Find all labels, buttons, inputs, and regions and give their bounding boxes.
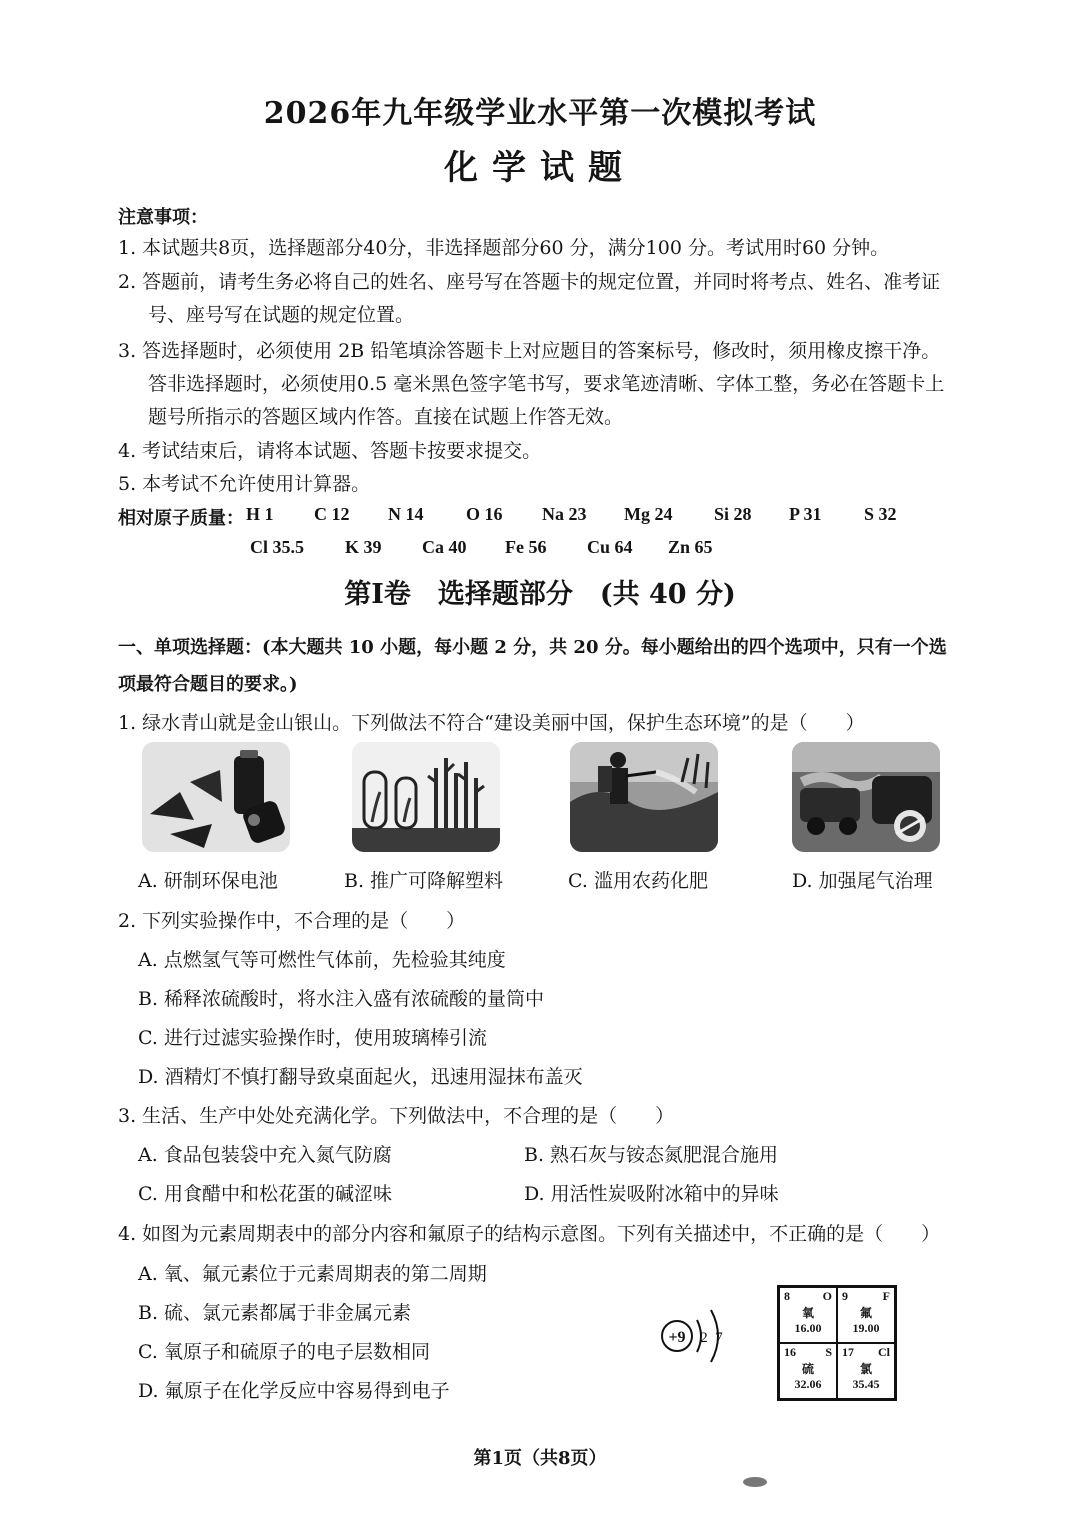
page-footer: 第1页（共8页） [473, 1448, 607, 1469]
question-4-stem: 4. 如图为元素周期表中的部分内容和氟原子的结构示意图。下列有关描述中，不正确的是（ ） [118, 1223, 941, 1245]
atomic-mass-label: 相对原子质量： [118, 508, 244, 529]
atomic-mass: H 1 [246, 504, 274, 524]
notice-line: 2. 答题前，请考生务必将自己的姓名、座号写在答题卡的规定位置，并同时将考点、姓名、准考证 [118, 271, 941, 293]
atomic-mass: K 39 [345, 537, 382, 557]
section-title: 第Ⅰ卷 选择题部分 (共 40 分) [344, 579, 736, 610]
ink-smudge-icon [740, 1474, 770, 1490]
atomic-mass: Zn 65 [668, 537, 713, 557]
notice-line: 答非选择题时，必须使用0.5 毫米黑色签字笔书写，要求笔迹清晰、字体工整，务必在答题卡上 [148, 373, 945, 395]
question-1-option-b: B. 推广可降解塑料 [344, 870, 504, 892]
atomic-mass: Cu 64 [587, 537, 633, 557]
element-cell-chlorine: 17 Cl 氯 35.45 [837, 1343, 895, 1399]
atom-nucleus-charge: +9 [668, 1329, 686, 1346]
question-4-option-b: B. 硫、氯元素都属于非金属元素 [138, 1302, 412, 1324]
notice-line: 5. 本考试不允许使用计算器。 [118, 473, 371, 495]
question-3-stem: 3. 生活、生产中处处充满化学。下列做法中，不合理的是（ ） [118, 1105, 675, 1127]
atom-shell-1-electrons: 2 [700, 1330, 708, 1346]
atomic-mass: Na 23 [542, 504, 587, 524]
question-3-option-d: D. 用活性炭吸附冰箱中的异味 [524, 1183, 779, 1205]
element-cell-fluorine: 9 F 氟 19.00 [837, 1287, 895, 1343]
degradable-plastic-image [352, 742, 500, 852]
element-cell-oxygen: 8 O 氧 16.00 [779, 1287, 837, 1343]
notice-line: 题号所指示的答题区域内作答。直接在试题上作答无效。 [148, 406, 624, 428]
atomic-mass: Ca 40 [422, 537, 467, 557]
fluorine-atom-diagram [655, 1296, 735, 1376]
question-2-option-c: C. 进行过滤实验操作时，使用玻璃棒引流 [138, 1027, 487, 1049]
exhaust-treatment-image [792, 742, 940, 852]
part-heading: 一、单项选择题：(本大题共 10 小题，每小题 2 分，共 20 分。每小题给出的四个选项中，只有一个选 [118, 637, 947, 658]
question-1-option-d: D. 加强尾气治理 [792, 870, 933, 892]
periodic-table-fragment [777, 1285, 897, 1401]
question-1-stem: 1. 绿水青山就是金山银山。下列做法不符合“建设美丽中国，保护生态环境”的是（ ） [118, 712, 865, 734]
question-3-option-c: C. 用食醋中和松花蛋的碱涩味 [138, 1183, 392, 1205]
atom-shell-2-electrons: 7 [715, 1330, 723, 1346]
question-4-option-a: A. 氧、氟元素位于元素周期表的第二周期 [138, 1263, 487, 1285]
notice-line: 号、座号写在试题的规定位置。 [148, 304, 415, 326]
part-heading: 项最符合题目的要求。) [118, 674, 298, 695]
battery-recycle-image [142, 742, 290, 852]
question-3-option-b: B. 熟石灰与铵态氮肥混合施用 [524, 1144, 779, 1166]
notice-line: 4. 考试结束后，请将本试题、答题卡按要求提交。 [118, 440, 542, 462]
question-2-option-b: B. 稀释浓硫酸时，将水注入盛有浓硫酸的量筒中 [138, 988, 545, 1010]
atomic-mass: S 32 [864, 504, 897, 524]
atomic-mass: N 14 [388, 504, 424, 524]
question-1-option-c: C. 滥用农药化肥 [568, 870, 708, 892]
subject-title: 化学试题 [444, 148, 636, 188]
question-4-option-d: D. 氟原子在化学反应中容易得到电子 [138, 1380, 450, 1402]
atomic-mass: O 16 [466, 504, 503, 524]
question-2-option-d: D. 酒精灯不慎打翻导致桌面起火，迅速用湿抹布盖灭 [138, 1066, 583, 1088]
atomic-mass: Mg 24 [624, 504, 673, 524]
pesticide-spraying-image [570, 742, 718, 852]
question-2-option-a: A. 点燃氢气等可燃性气体前，先检验其纯度 [138, 949, 506, 971]
question-2-stem: 2. 下列实验操作中，不合理的是（ ） [118, 910, 466, 932]
element-cell-sulfur: 16 S 硫 32.06 [779, 1343, 837, 1399]
question-3-option-a: A. 食品包装袋中充入氮气防腐 [138, 1144, 392, 1166]
question-1-option-a: A. 研制环保电池 [138, 870, 278, 892]
exam-title: 2026年九年级学业水平第一次模拟考试 [263, 96, 817, 131]
question-4-option-c: C. 氧原子和硫原子的电子层数相同 [138, 1341, 430, 1363]
notice-heading: 注意事项： [118, 207, 208, 228]
notice-line: 1. 本试题共8页，选择题部分40分，非选择题部分60 分，满分100 分。考试用时60 分钟。 [118, 237, 890, 259]
atomic-mass: P 31 [789, 504, 822, 524]
atomic-mass: Fe 56 [505, 537, 547, 557]
atomic-mass: C 12 [314, 504, 350, 524]
atomic-mass: Si 28 [714, 504, 752, 524]
notice-line: 3. 答选择题时，必须使用 2B 铅笔填涂答题卡上对应题目的答案标号，修改时，须用橡皮擦干净。 [118, 340, 941, 362]
atomic-mass: Cl 35.5 [250, 537, 304, 557]
